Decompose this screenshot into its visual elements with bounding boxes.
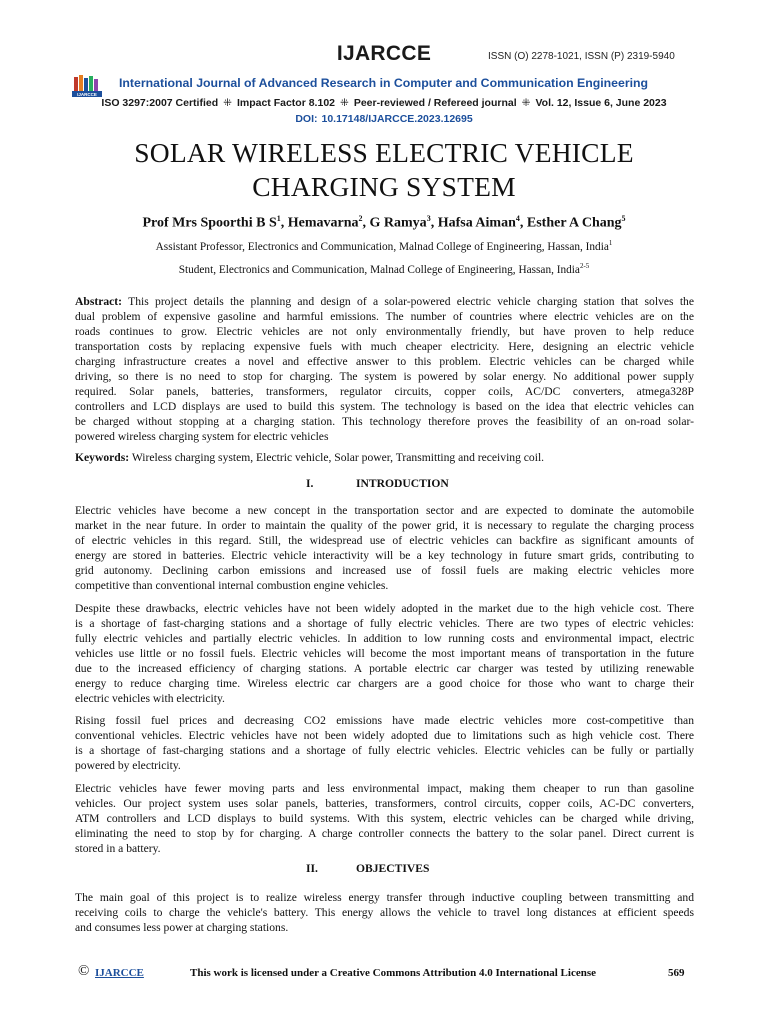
meta-iso: ISO 3297:2007 Certified bbox=[101, 97, 219, 109]
paragraph-line: fully electric vehicles and partially electric vehicles. In addition to low running costs and environmental impact, electric bbox=[75, 632, 694, 645]
license-text: This work is licensed under a Creative Commons Attribution 4.0 International License bbox=[190, 967, 596, 979]
section-number: I. bbox=[306, 477, 314, 490]
meta-volume-issue: Vol. 12, Issue 6, June 2023 bbox=[535, 97, 667, 109]
paragraph-line: Electric vehicles have fewer moving parts and less environmental impact, making them cheaper to run than gasoline bbox=[75, 782, 694, 795]
doi-label: DOI: bbox=[295, 113, 318, 125]
author-name: Esther A Chang bbox=[526, 215, 622, 231]
journal-full-name: International Journal of Advanced Research in Computer and Communication Engineering bbox=[119, 76, 649, 90]
author-affiliation-mark: 2 bbox=[358, 214, 363, 223]
body-paragraph bbox=[75, 781, 694, 856]
keywords bbox=[75, 450, 694, 465]
keywords-line bbox=[75, 450, 694, 465]
paragraph-line: powered by electricity. bbox=[75, 759, 181, 772]
author-name: G Ramya bbox=[369, 215, 427, 231]
abstract-line: driving, so there is no need to stop for charging. The system is powered by solar energy. No additional power supply bbox=[75, 370, 694, 383]
section-title: INTRODUCTION bbox=[356, 477, 449, 490]
author-name: Hafsa Aiman bbox=[437, 215, 516, 231]
abstract-line: transportation costs by replacing expensive fuels with much cheaper electricity. Here, designing an electric vehicle bbox=[75, 340, 694, 353]
abstract-line: be charged without stopping at a charging station. This technology therefore proves the feasibility of an on-road solar- bbox=[75, 415, 694, 428]
paragraph-line: electric vehicles with electricity. bbox=[75, 692, 225, 705]
body-paragraph bbox=[75, 713, 694, 773]
doi-line[interactable] bbox=[0, 113, 768, 125]
keywords-label: Keywords: bbox=[75, 451, 130, 464]
abstract-line: roads continues to grow. Electric vehicles are not only environmentally friendly, but have proven to help reduce bbox=[75, 325, 694, 338]
doi-link[interactable]: 10.17148/IJARCCE.2023.12695 bbox=[321, 113, 473, 125]
page-footer bbox=[0, 963, 768, 987]
paragraph-line: ATM controllers and LCD displays to build systems. With this system, electric vehicles can be charged while driving, bbox=[75, 812, 694, 825]
paragraph-line: vehicles use little or no fossil fuels. Electric vehicles will become the most important means of transportation in the future bbox=[75, 647, 694, 660]
paragraph-line: eliminating the need to stop by for charging. A charge controller connects the battery to the solar panel. Direct current is bbox=[75, 827, 694, 840]
abstract-line: controllers and LCD displays are used to build this system. The technology is based on the idea that electric vehicles can bbox=[75, 400, 694, 413]
footer-journal-link[interactable]: IJARCCE bbox=[95, 967, 144, 979]
paragraph-line: is a shortage of fast-charging stations and a shortage of fully electric vehicles. There are two types of electric vehicles: bbox=[75, 617, 694, 630]
meta-separator: ⁜ bbox=[223, 97, 232, 109]
paragraph-line: energy are stored in batteries. Electric vehicle interactivity will be a key technology in future smart grids, contributing to bbox=[75, 549, 694, 562]
title-line: SOLAR WIRELESS ELECTRIC VEHICLE bbox=[134, 137, 634, 168]
paragraph-line: receiving coils to charge the vehicle's battery. This energy allows the vehicle to travel long distances at efficient speeds bbox=[75, 906, 694, 919]
body-paragraph bbox=[75, 503, 694, 593]
paragraph-line: competitive than conventional internal combustion engine vehicles. bbox=[75, 579, 389, 592]
affiliation-text: Student, Electronics and Communication, Malnad College of Engineering, Hassan, India bbox=[178, 263, 580, 276]
paragraph-line: Rising fossil fuel prices and decreasing CO2 emissions have made electric vehicles more cost-competitive than bbox=[75, 714, 694, 727]
paper-title bbox=[0, 136, 768, 204]
meta-separator: ⁜ bbox=[340, 97, 349, 109]
author-name: Hemavarna bbox=[287, 215, 359, 231]
abstract-line bbox=[75, 294, 694, 309]
abstract-line-text: This project details the planning and design of a solar-powered electric vehicle charging station that solves the bbox=[128, 295, 694, 308]
affiliation bbox=[0, 262, 768, 276]
paragraph-line: market in the near future. In order to maintain the quality of the power grid, it is necessary to regulate the charging process bbox=[75, 519, 694, 532]
author-name: Prof Mrs Spoorthi B S bbox=[142, 215, 277, 231]
title-line: CHARGING SYSTEM bbox=[252, 171, 516, 202]
paragraph-line: The main goal of this project is to realize wireless energy transfer through inductive coupling between transmitting and bbox=[75, 891, 694, 904]
paragraph-line: vehicles. Our project system uses solar panels, batteries, transformers, control circuits, copper coils, AC-DC converters, bbox=[75, 797, 694, 810]
meta-peer-review: Peer-reviewed / Refereed journal bbox=[353, 97, 517, 109]
abstract-line: charging infrastructure creates a novel and effective answer to this problem. Electric vehicles can be charged while bbox=[75, 355, 694, 368]
affiliation bbox=[0, 239, 768, 253]
page-number: 569 bbox=[668, 967, 685, 979]
paragraph-line: grid autonomy. Declining carbon emissions and increased use of fossil fuels are making electric vehicles more bbox=[75, 564, 694, 577]
abstract bbox=[75, 294, 694, 444]
meta-separator: ⁜ bbox=[521, 97, 531, 109]
keywords-text: Wireless charging system, Electric vehicle, Solar power, Transmitting and receiving coil. bbox=[131, 451, 545, 464]
issn-text: ISSN (O) 2278-1021, ISSN (P) 2319-5940 bbox=[488, 51, 675, 62]
author-affiliation-mark: 3 bbox=[426, 214, 431, 223]
affiliation-mark: 2-5 bbox=[579, 262, 590, 270]
copyright-symbol: © bbox=[78, 963, 90, 979]
section-number: II. bbox=[306, 862, 318, 875]
body-paragraph bbox=[75, 890, 694, 935]
paragraph-line: Despite these drawbacks, electric vehicles have not been widely adopted in the market due to the high vehicle cost. There bbox=[75, 602, 694, 615]
journal-short-name: IJARCCE bbox=[336, 42, 432, 65]
paragraph-line: Electric vehicles have become a new concept in the transportation sector and are expected to dominate the automobile bbox=[75, 504, 694, 517]
paragraph-line: stored in a battery. bbox=[75, 842, 161, 855]
abstract-line: dual problem of expensive gasoline and harmful emissions. The number of countries where electric vehicles are on the bbox=[75, 310, 694, 323]
body-paragraph bbox=[75, 601, 694, 706]
abstract-line: powered wireless charging system for electric vehicles bbox=[75, 430, 329, 443]
author-list: Prof Mrs Spoorthi B $S^1$, Hemavarna$^2$, G Ramya$^3$, Hafsa Aiman$^4$, Esther A Chang$^5$ bbox=[142, 214, 626, 231]
paragraph-line: is a shortage of fast-charging stations and a shortage of fully electric vehicles. Electric vehicles can be fully or partially bbox=[75, 744, 694, 757]
paragraph-line: conventional vehicles. Electric vehicles have not been widely adopted due to limitations such as high vehicle cost. There bbox=[75, 729, 694, 742]
abstract-label: Abstract: bbox=[75, 295, 123, 308]
meta-impact-factor: Impact Factor 8.102 bbox=[236, 97, 335, 109]
paragraph-line: due to the increased efficiency of charging stations. A portable electric car charger was tested by utilizing renewable bbox=[75, 662, 694, 675]
affiliation-text: Assistant Professor, Electronics and Communication, Malnad College of Engineering, Hassan, India bbox=[155, 240, 609, 253]
journal-meta-line bbox=[0, 97, 768, 109]
author-affiliation-mark: 1 bbox=[276, 214, 281, 223]
paragraph-line: energy to reduce charging time. Wireless electric car chargers are a good choice for those who want to charge their bbox=[75, 677, 694, 690]
journal-logo-icon bbox=[72, 73, 102, 97]
author-affiliation-mark: 5 bbox=[621, 214, 626, 223]
author-affiliation-mark: 4 bbox=[515, 214, 520, 223]
logo-text: IJARCCE bbox=[77, 92, 97, 97]
abstract-line: required. Solar panels, batteries, transformers, regulator circuits, copper coils, AC/DC converters, atmega328P bbox=[75, 385, 694, 398]
section-title: OBJECTIVES bbox=[356, 862, 430, 875]
paragraph-line: and consumes less power at charging stations. bbox=[75, 921, 289, 934]
affiliation-mark: 1 bbox=[608, 239, 613, 247]
paragraph-line: of electric vehicles in this regard. Still, the widespread use of electric vehicles can backfire as significant amounts of bbox=[75, 534, 694, 547]
